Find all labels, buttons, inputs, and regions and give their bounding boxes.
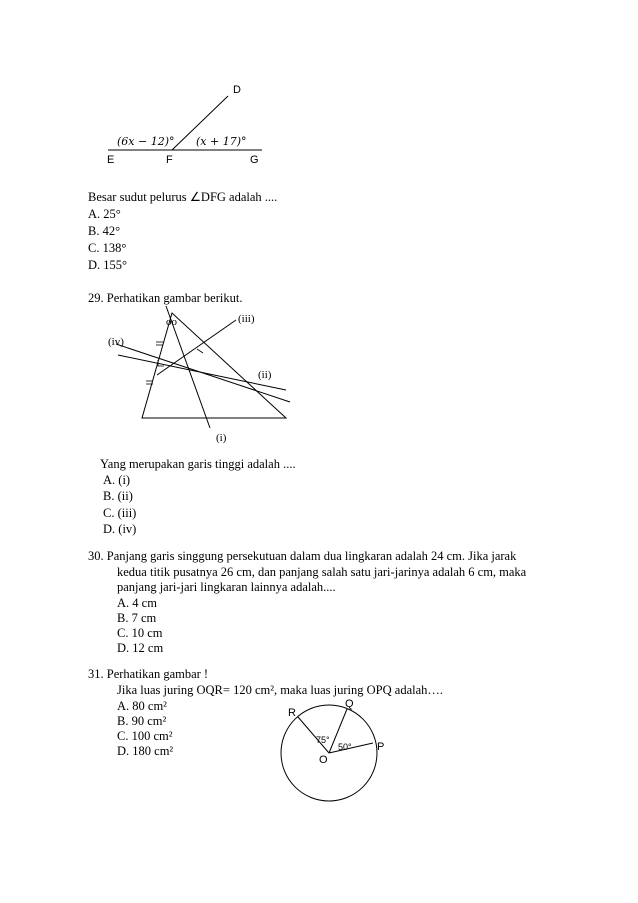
q29-question: Yang merupakan garis tinggi adalah .... (100, 457, 296, 471)
angle-75: 75° (316, 735, 330, 745)
q30-line-3: panjang jari-jari lingkaran lainnya adalah.... (117, 580, 336, 594)
label-p: P (377, 741, 385, 753)
q31-question: Jika luas juring OQR= 120 cm², maka luas juring OPQ adalah…. (117, 683, 444, 697)
q29-option-c: C. (iii) (103, 506, 137, 520)
label-d: D (233, 84, 241, 96)
q28-option-a: A. 25° (88, 207, 121, 221)
label-q: Q (345, 698, 354, 710)
q29-option-d: D. (iv) (103, 522, 137, 536)
angle-right-label: (x + 17)° (196, 135, 247, 148)
q28-option-d: D. 155° (88, 258, 128, 272)
label-f: F (166, 154, 173, 166)
q29-option-b: B. (ii) (103, 489, 133, 503)
q28-question: Besar sudut pelurus ∠DFG adalah .... (88, 190, 278, 204)
label-iv: (iv) (108, 336, 124, 348)
q31-option-c: C. 100 cm² (117, 729, 173, 743)
label-i: (i) (216, 432, 227, 444)
q31-option-b: B. 90 cm² (117, 714, 167, 728)
label-r: R (288, 707, 296, 719)
q28-option-c: C. 138° (88, 241, 127, 255)
q31-option-a: A. 80 cm² (117, 699, 167, 713)
label-g: G (250, 154, 259, 166)
q31-title: 31. Perhatikan gambar ! (88, 667, 209, 681)
q28-option-b: B. 42° (88, 224, 121, 238)
q30-option-c: C. 10 cm (117, 626, 163, 640)
label-o: O (319, 754, 328, 766)
angle-50: 50° (338, 742, 352, 752)
label-e: E (107, 154, 115, 166)
label-ii: (ii) (258, 369, 272, 381)
q30-option-d: D. 12 cm (117, 641, 164, 655)
label-iii: (iii) (238, 313, 255, 325)
q29-option-a: A. (i) (103, 473, 131, 487)
q29-title: 29. Perhatikan gambar berikut. (88, 291, 243, 305)
q30-option-a: A. 4 cm (117, 596, 157, 610)
angle-left-label: (6x − 12)° (117, 135, 175, 148)
angle-marks: oo (166, 316, 177, 328)
q30-line-1: 30. Panjang garis singgung persekutuan dalam dua lingkaran adalah 24 cm. Jika jarak (88, 549, 517, 563)
q30-option-b: B. 7 cm (117, 611, 157, 625)
q31-option-d: D. 180 cm² (117, 744, 174, 758)
q30-line-2: kedua titik pusatnya 26 cm, dan panjang salah satu jari-jarinya adalah 6 cm, maka (117, 565, 527, 579)
